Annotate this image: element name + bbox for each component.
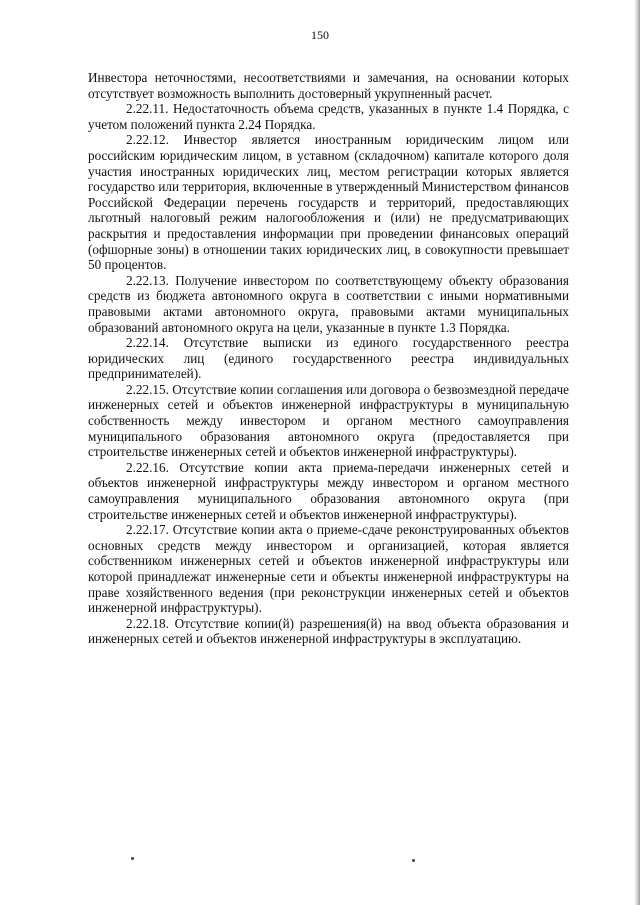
paragraph-2-22-11: 2.22.11. Недостаточность объема средств, указанных в пункте 1.4 Порядка, с учетом положений пункта 2.24 Порядка.: [88, 101, 569, 132]
paragraph-2-22-14: 2.22.14. Отсутствие выписки из единого государственного реестра юридических лиц (единого государственного реестра индивидуальных предпринимателей).: [88, 335, 569, 382]
paragraph-2-22-12: 2.22.12. Инвестор является иностранным юридическим лицом или российским юридическим лицом, в уставном (складочном) капитале которого доля участия иностранных юридических лиц, местом регистрации которых является государство или территория, включенные в утвержденный Министерством финансов Российской Федерации перечень государств и территорий, предоставляющих льготный налоговый режим налогообложения и (или) не предусматривающих раскрытия и предоставления информации при проведении финансовых операций (офшорные зоны) в отношении таких юридических лиц, в совокупности превышает 50 процентов.: [88, 132, 569, 273]
scan-speck-left: [131, 857, 134, 860]
paragraph-continuation: Инвестора неточностями, несоответствиями и замечания, на основании которых отсутствует возможность выполнить достоверный укрупненный расчет.: [88, 70, 569, 101]
paragraph-2-22-18: 2.22.18. Отсутствие копии(й) разрешения(й) на ввод объекта образования и инженерных сетей и объектов инженерной инфраструктуры в эксплуатацию.: [88, 615, 569, 647]
paragraph-2-22-15: 2.22.15. Отсутствие копии соглашения или договора о безвозмездной передаче инженерных сетей и объектов инженерной инфраструктуры в муниципальную собственность между инвестором и органом местного самоуправления муниципального образования автономного округа (предоставляется при строительстве инженерных сетей и объектов инженерной инфраструктуры).: [88, 381, 569, 460]
paragraph-2-22-13: 2.22.13. Получение инвестором по соответствующему объекту образования средств из бюджета автономного округа в соответствии с иными нормативными правовыми актами автономного округа, правовыми актами муниципальных образований автономного округа на цели, указанные в пункте 1.3 Порядка.: [88, 272, 569, 335]
page-edge-shadow: [634, 0, 640, 905]
page-number: 150: [311, 28, 329, 42]
scan-speck-right: [412, 859, 415, 862]
paragraph-2-22-16: 2.22.16. Отсутствие копии акта приема-передачи инженерных сетей и объектов инженерной инфраструктуры между инвестором и органом местного самоуправления муниципального образования автономного округа (при строительстве инженерных сетей и объектов инженерной инфраструктуры).: [88, 459, 569, 522]
document-body: [88, 70, 569, 647]
paragraph-2-22-17: 2.22.17. Отсутствие копии акта о приеме-сдаче реконструированных объектов основных средств между инвестором и организацией, которая является собственником инженерных сетей и объектов инженерной инфраструктуры или которой принадлежат инженерные сети и объекты инженерной инфраструктуры на праве хозяйственного ведения (при реконструкции инженерных сетей и объектов инженерной инфраструктуры).: [88, 522, 569, 616]
